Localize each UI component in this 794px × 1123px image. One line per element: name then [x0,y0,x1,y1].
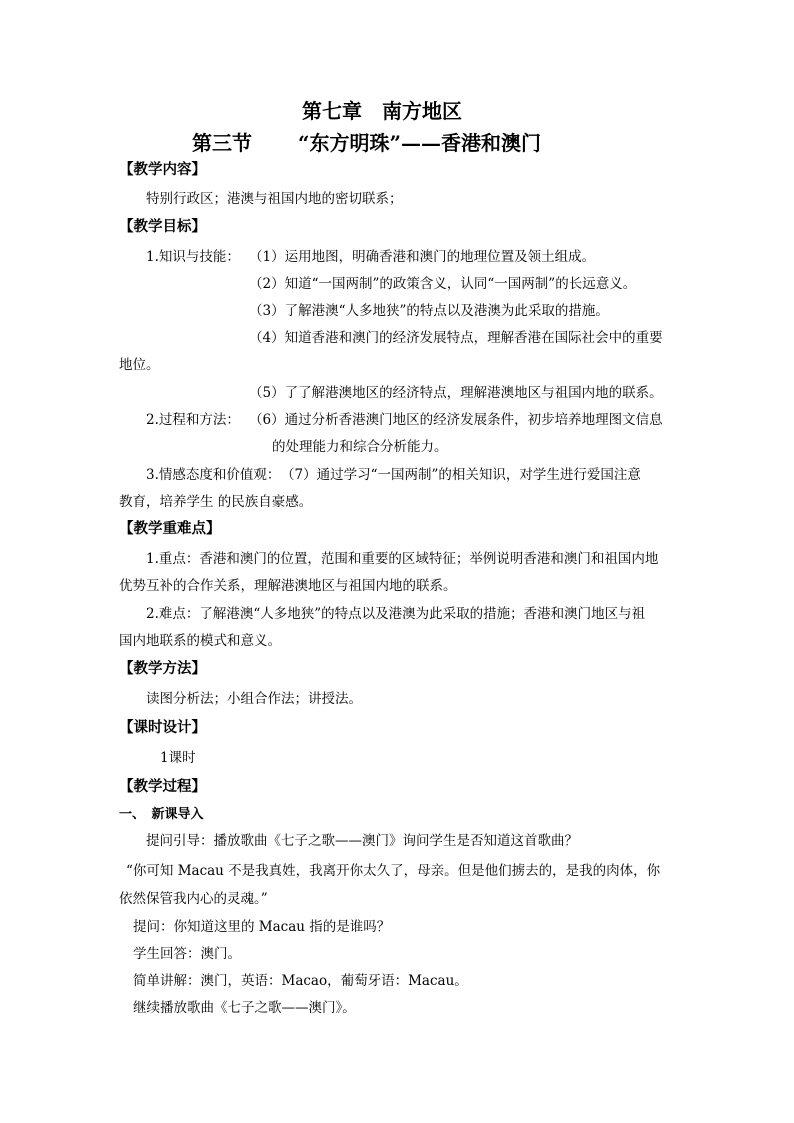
objectives-heading: 【教学目标】 [119,218,206,235]
knowledge-label: 1.知识与技能： [146,249,240,265]
process-line-2: “你可知 Macau 不是我真姓，我离开你太久了，母亲。但是他们掳去的，是我的肉体，你 [126,863,661,879]
difficulty-line: 2.难点：了解港澳“人多地狭”的特点以及港澳为此采取的措施；香港和澳门地区与祖 [146,606,646,622]
process-line-3: 依然保管我内心的灵魂。” [119,891,268,907]
schedule-heading: 【课时设计】 [119,719,206,736]
content-text: 特别行政区；港澳与祖国内地的密切联系； [146,191,403,207]
process-line-4: 提问：你知道这里的 Macau 指的是谁吗？ [133,919,391,935]
methods-text: 读图分析法；小组合作法；讲授法。 [146,691,362,707]
process-line-7: 继续播放歌曲《七子之歌——澳门》。 [133,1000,356,1016]
objective-3: （3）了解港澳“人多地狭”的特点以及港澳为此采取的措施。 [249,303,609,319]
difficulty-line-continued: 国内地联系的模式和意义。 [119,633,281,649]
objective-1: （1）运用地图，明确香港和澳门的地理位置及领土组成。 [249,249,596,265]
objective-2: （2）知道“一国两制”的政策含义，认同“一国两制”的长远意义。 [249,276,637,292]
process-line-6: 简单讲解：澳门，英语：Macao，葡萄牙语：Macau。 [133,973,468,989]
process-line-1: 提问引导：播放歌曲《七子之歌——澳门》询问学生是否知道这首歌曲？ [146,833,578,849]
focus-line-continued: 优势互补的合作关系，理解港澳地区与祖国内地的联系。 [119,578,457,594]
methods-heading: 【教学方法】 [119,660,206,677]
process-heading: 【教学过程】 [119,778,206,795]
objective-7-continued: 教育，培养学生 的民族自豪感。 [119,494,313,510]
objective-6: （6）通过分析香港澳门地区的经济发展条件，初步培养地理图文信息 [249,412,663,428]
process-line-5: 学生回答：澳门。 [133,946,241,962]
process-method-label: 2.过程和方法： [146,412,240,428]
objective-6-continued: 的处理能力和综合分析能力。 [272,439,448,455]
chapter-title: 第七章 南方地区 [302,99,462,123]
objective-5: （5）了了解港澳地区的经济特点，理解港澳地区与祖国内地的联系。 [249,385,663,401]
schedule-text: 1课时 [160,750,196,766]
objective-4: （4）知道香港和澳门的经济发展特点，理解香港在国际社会中的重要 [249,330,663,346]
step-1-label: 一、 新课导入 [119,807,204,822]
emotion-label: 3.情感态度和价值观： [146,467,281,483]
focus-line: 1.重点：香港和澳门的位置，范围和重要的区域特征；举例说明香港和澳门和祖国内地 [146,551,659,567]
content-heading: 【教学内容】 [119,161,206,178]
objective-7: （7）通过学习“一国两制”的相关知识，对学生进行爱国注意 [281,467,641,483]
section-label: 第三节 [192,131,252,155]
section-title: “东方明珠”——香港和澳门 [298,131,542,155]
key-points-heading: 【教学重难点】 [119,520,221,537]
objective-4-continued: 地位。 [119,357,160,373]
